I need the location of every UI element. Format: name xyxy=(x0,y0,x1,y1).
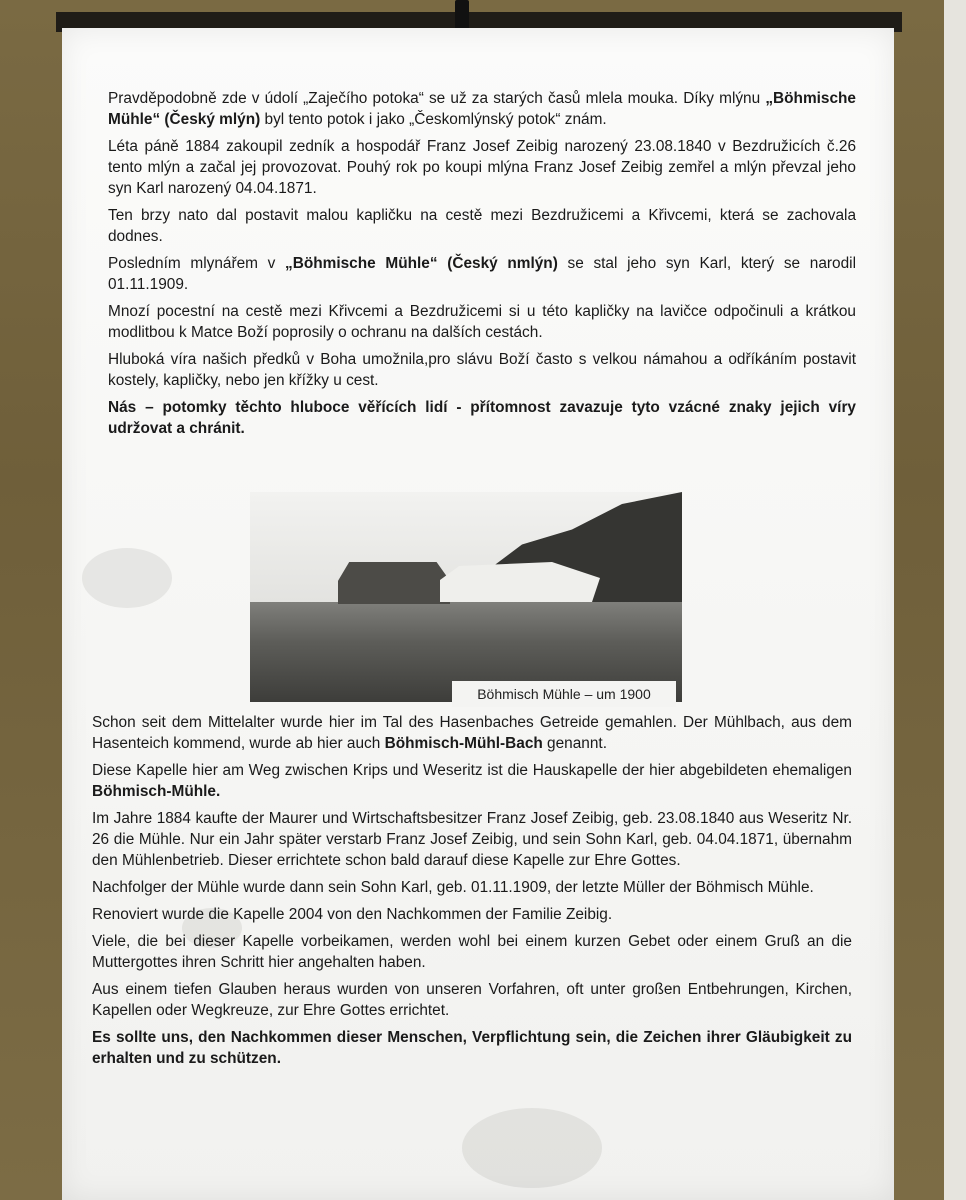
historic-mill-photo xyxy=(250,492,682,702)
german-p2-text: Diese Kapelle hier am Weg zwischen Krips und Weseritz ist die Hauskapelle der hier abgebildeten ehemaligen xyxy=(92,762,852,779)
german-p2-bold: Böhmisch-Mühle. xyxy=(92,783,221,800)
czech-paragraph-5: Mnozí pocestní na cestě mezi Křivcemi a Bezdružicemi si u této kapličky na lavičce odpočinuli a krátkou modlitbou k Matce Boží poprosily o ochranu na dalších cestách. xyxy=(108,303,856,341)
german-paragraph-1 xyxy=(92,712,852,754)
paper-stain xyxy=(462,1108,602,1188)
czech-paragraph-3: Ten brzy nato dal postavit malou kapličku na cestě mezi Bezdružicemi a Křivcemi, která se zachovala dodnes. xyxy=(108,207,856,245)
german-text-section xyxy=(92,712,852,1075)
german-paragraph-2 xyxy=(92,760,852,802)
czech-paragraph-1 xyxy=(108,88,856,130)
german-paragraph-7: Aus einem tiefen Glauben heraus wurden von unseren Vorfahren, oft unter großen Entbehrungen, Kirchen, Kapellen oder Wegkreuze, zur Ehre Gottes errichtet. xyxy=(92,981,852,1019)
german-paragraph-8: Es sollte uns, den Nachkommen dieser Menschen, Verpflichtung sein, die Zeichen ihrer Gläubigkeit zu erhalten und zu schützen. xyxy=(92,1029,852,1067)
wall-background xyxy=(944,0,966,1200)
german-p1-text-end: genannt. xyxy=(542,735,607,752)
german-p1-text: Schon seit dem Mittelalter wurde hier im Tal des Hasenbaches Getreide gemahlen. Der Mühlbach, aus dem Hasenteich kommend, wurde ab hier auch xyxy=(92,714,852,752)
czech-paragraph-4 xyxy=(108,253,856,295)
czech-p4-bold: „Böhmische Mühle“ (Český nmlýn) xyxy=(285,255,558,272)
czech-paragraph-7: Nás – potomky těchto hluboce věřících lidí - přítomnost zavazuje tyto vzácné znaky jejich víry udržovat a chránit. xyxy=(108,399,856,437)
czech-text-section xyxy=(108,88,856,445)
czech-paragraph-2: Léta páně 1884 zakoupil zedník a hospodář Franz Josef Zeibig narozený 23.08.1840 v Bezdružicích č.26 tento mlýn a začal jej provozovat. Pouhý rok po koupi mlýna Franz Josef Zeibig zemřel a mlýn převzal jeho syn Karl narozený 04.04.1871. xyxy=(108,138,856,197)
photo-barn xyxy=(338,562,450,604)
czech-p1-bold: „Böhmische Mühle“ (Český mlýn) xyxy=(108,90,856,128)
czech-p4-text-end: se stal jeho syn Karl, který se narodil 01.11.1909. xyxy=(108,255,857,293)
german-paragraph-6: Viele, die bei dieser Kapelle vorbeikamen, werden wohl bei einem kurzen Gebet oder einem Gruß an die Muttergottes ihren Schritt hier angehalten haben. xyxy=(92,933,852,971)
german-paragraph-4: Nachfolger der Mühle wurde dann sein Sohn Karl, geb. 01.11.1909, der letzte Müller der Böhmisch Mühle. xyxy=(92,879,814,896)
czech-p1-text-end: byl tento potok i jako „Českomlýnský potok“ znám. xyxy=(260,111,607,128)
czech-paragraph-6: Hluboká víra našich předků v Boha umožnila,pro slávu Boží často s velkou námahou a odříkáním postavit kostely, kapličky, nebo jen křížky u cest. xyxy=(108,351,856,389)
czech-p4-text: Posledním mlynářem v xyxy=(108,255,286,272)
german-paragraph-5: Renoviert wurde die Kapelle 2004 von den Nachkommen der Familie Zeibig. xyxy=(92,906,613,923)
paper-stain xyxy=(82,548,172,608)
german-p1-bold: Böhmisch-Mühl-Bach xyxy=(384,735,543,752)
photo-caption: Böhmisch Mühle – um 1900 xyxy=(452,681,676,707)
hanging-hook xyxy=(455,0,469,30)
german-paragraph-3: Im Jahre 1884 kaufte der Maurer und Wirtschaftsbesitzer Franz Josef Zeibig, geb. 23.08.1840 aus Weseritz Nr. 26 die Mühle. Nur ein Jahr später verstarb Franz Josef Zeibig, und sein Sohn Karl, geb. 04.04.1871, übernahm den Mühlenbetrieb. Dieser errichtete schon bald darauf diese Kapelle zur Ehre Gottes. xyxy=(92,810,852,869)
czech-p1-text: Pravděpodobně zde v údolí „Zaječího potoka“ se už za starých časů mlela mouka. Díky mlýnu xyxy=(108,90,766,107)
